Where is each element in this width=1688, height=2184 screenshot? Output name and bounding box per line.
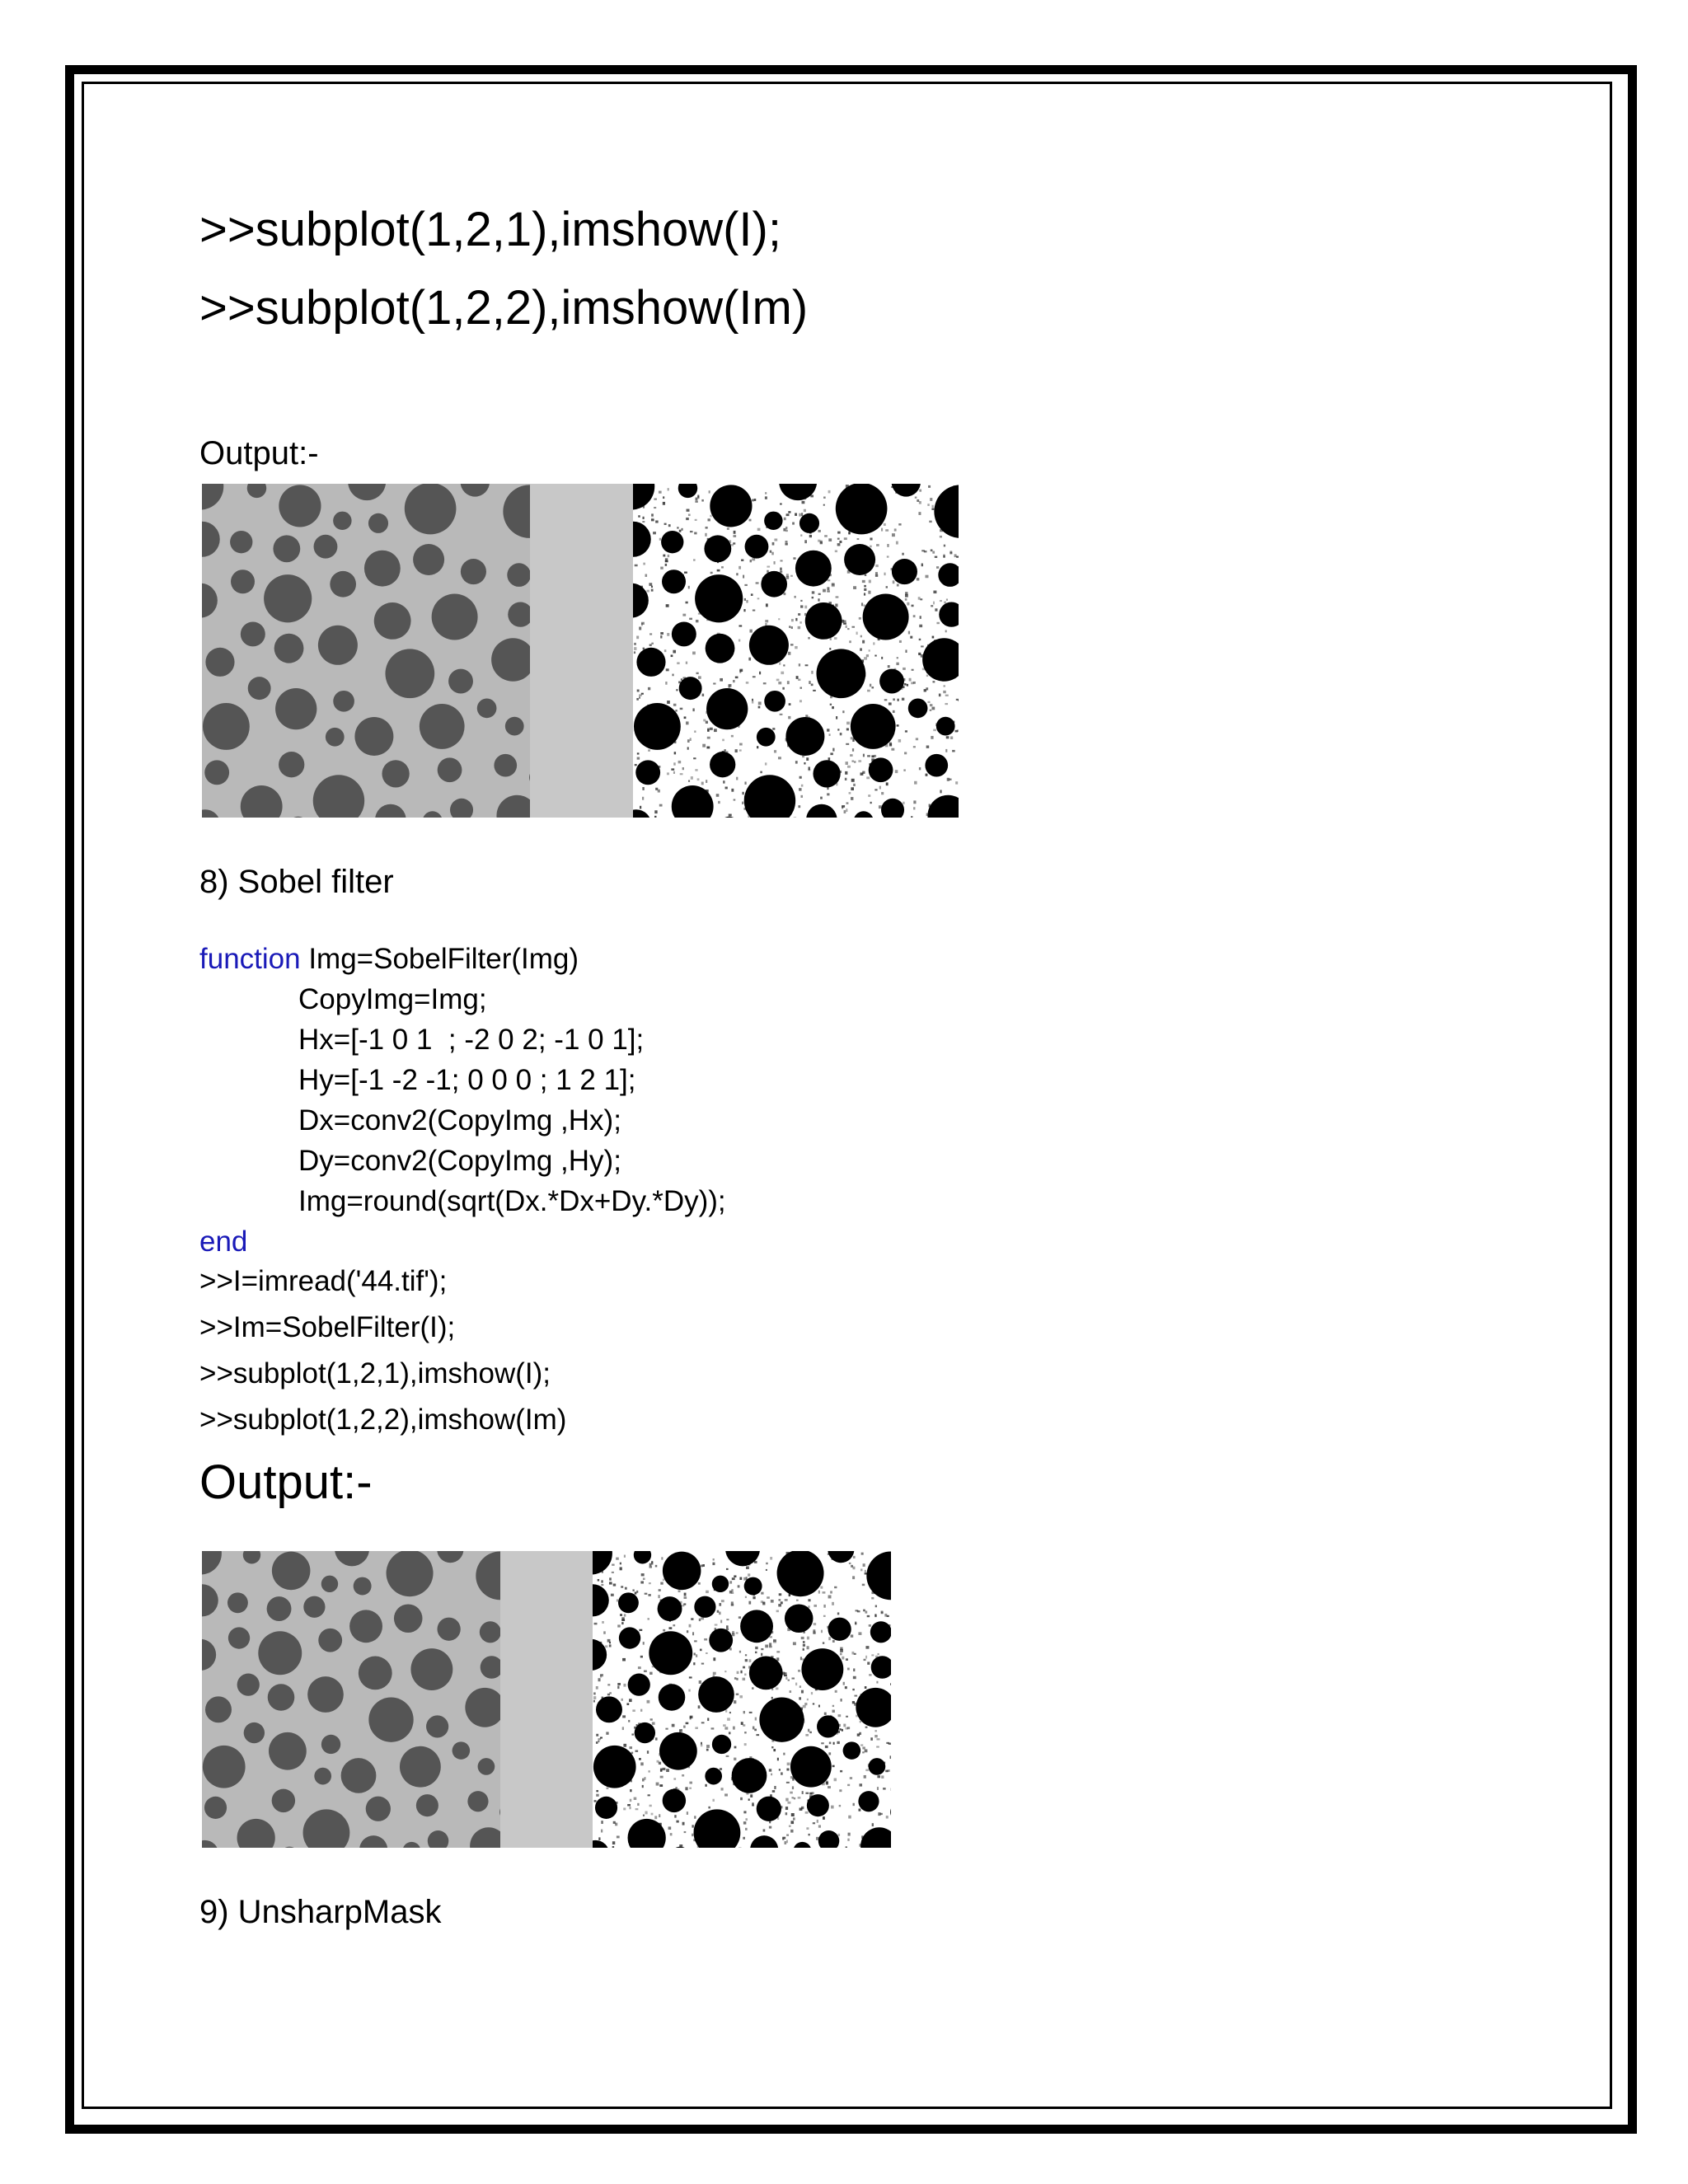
code-function-line (199, 944, 579, 973)
function-signature: Img=SobelFilter(Img) (300, 943, 579, 975)
command-sobelfilter: >>Im=SobelFilter(I); (199, 1311, 456, 1343)
output-figure-2-graphic (202, 1551, 891, 1848)
output-label-1: Output:- (199, 435, 319, 471)
keyword-function: function (199, 943, 301, 975)
section-heading-sobel: 8) Sobel filter (199, 864, 394, 900)
original-image-panel (202, 1551, 524, 1848)
code-line-6: Img=round(sqrt(Dx.*Dx+Dy.*Dy)); (298, 1185, 726, 1217)
code-line-1: CopyImg=Img; (298, 983, 487, 1015)
code-line-4: Dx=conv2(CopyImg ,Hx); (298, 1104, 621, 1137)
output-figure-1-graphic (202, 484, 959, 818)
code-line-3: Hy=[-1 -2 -1; 0 0 0 ; 1 2 1]; (298, 1064, 636, 1096)
filtered-image-panel (608, 484, 959, 818)
output-figure-2 (202, 1551, 891, 1848)
command-imread: >>I=imread('44.tif'); (199, 1265, 448, 1297)
command-subplot-3: >>subplot(1,2,1),imshow(I); (199, 1357, 551, 1390)
filtered-image-panel (570, 1551, 891, 1848)
command-subplot-1: >>subplot(1,2,1),imshow(I); (199, 203, 781, 256)
keyword-end: end (199, 1226, 248, 1258)
command-subplot-2: >>subplot(1,2,2),imshow(Im) (199, 281, 809, 335)
original-image-panel (202, 484, 556, 818)
output-figure-1 (202, 484, 959, 818)
code-line-5: Dy=conv2(CopyImg ,Hy); (298, 1145, 621, 1177)
section-heading-unsharp: 9) UnsharpMask (199, 1894, 442, 1930)
code-line-2: Hx=[-1 0 1 ; -2 0 2; -1 0 1]; (298, 1024, 645, 1056)
command-subplot-4: >>subplot(1,2,2),imshow(Im) (199, 1404, 567, 1436)
output-label-2: Output:- (199, 1455, 373, 1509)
